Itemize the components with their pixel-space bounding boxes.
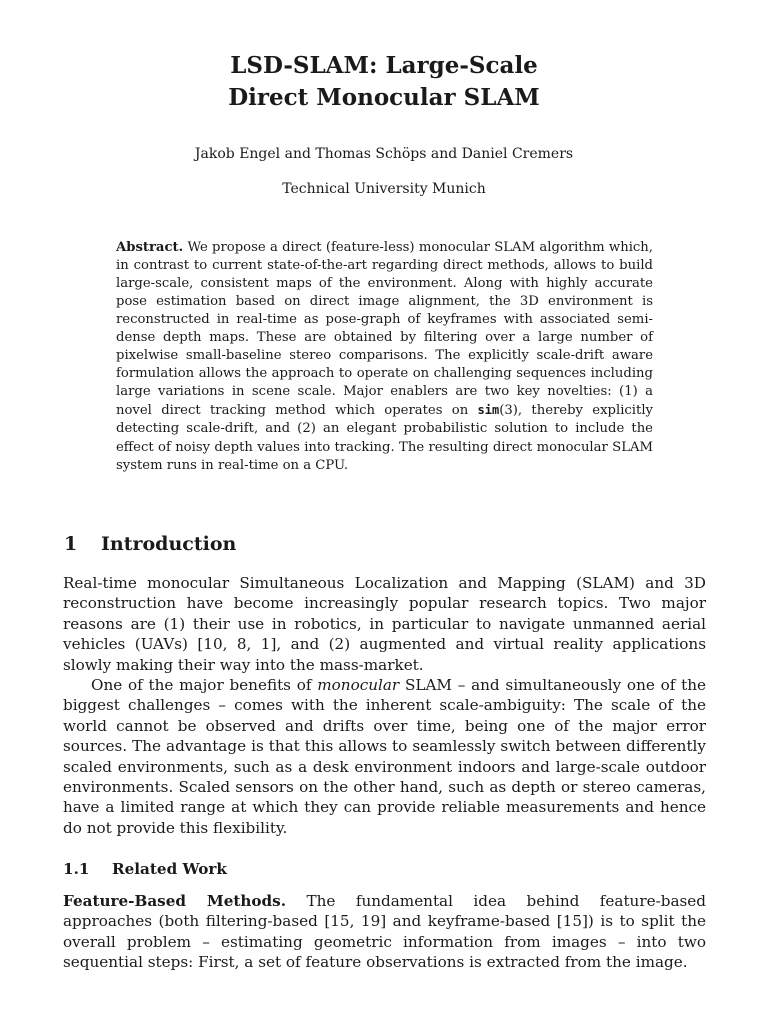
abstract-text-1: We propose a direct (feature-less) monocular SLAM algorithm which, in contrast to current state-of-the-art regarding direct methods, allows to build large-scale, consistent maps of the environment. Along with highly accurate pose estimation based on direct image alignment, the 3D environment is reconstructed in real-time as pose-graph of keyframes with associated semi-dense depth maps. These are obtained by filtering over a large number of pixelwise small-baseline stereo comparisons. The explicitly scale-drift aware formulation allows the approach to operate on challenging sequences including large variations in scene scale. Major enablers are two key novelties: (1) a novel direct tracking method which operates on	[116, 240, 653, 419]
sim-symbol: sim	[477, 403, 500, 418]
introduction-body	[63, 573, 706, 838]
subsection-title: Related Work	[112, 860, 227, 878]
abstract-label: Abstract.	[116, 240, 184, 255]
subsection-heading-related-work	[63, 860, 227, 878]
intro-p2-rest: SLAM – and simultaneously one of the biggest challenges – comes with the inherent scale-ambiguity: The scale of the world cannot be observed and drifts over time, being one of the major error sources. The advantage is that this allows to seamlessly switch between differently scaled environments, such as a desk environment indoors and large-scale outdoor environments. Scaled sensors on the other hand, such as depth or stereo cameras, have a limited range at which they can provide reliable measurements and hence do not provide this flexibility.	[63, 676, 707, 837]
author-list: Jakob Engel and Thomas Schöps and Daniel Cremers	[194, 146, 574, 162]
intro-p2-start: One of the major benefits of	[91, 676, 318, 695]
feature-based-text: The fundamental idea behind feature-based approaches (both filtering-based [15, 19] and keyframe-based [15]) is to split the overall problem – estimating geometric information from images – into two sequential steps: First, a set of feature observations is extracted from the image.	[63, 892, 706, 972]
paragraph-heading: Feature-Based Methods.	[63, 892, 287, 910]
feature-based-paragraph	[63, 891, 706, 973]
intro-paragraph-1: Real-time monocular Simultaneous Localization and Mapping (SLAM) and 3D reconstruction have become increasingly popular research topics. Two major reasons are (1) their use in robotics, in particular to navigate unmanned aerial vehicles (UAVs) [10, 8, 1], and (2) augmented and virtual reality applications slowly making their way into the mass-market.	[63, 574, 706, 674]
section-number: 1	[64, 533, 78, 555]
abstract-text-2: (3), thereby explicitly detecting scale-drift, and (2) an elegant probabilistic solution to include the effect of noisy depth values into tracking. The resulting direct monocular SLAM system runs in real-time on a CPU.	[116, 403, 653, 473]
title-line-2: Direct Monocular SLAM	[228, 84, 540, 111]
intro-paragraph-2	[63, 675, 706, 838]
affiliation: Technical University Munich	[282, 181, 486, 197]
related-work-body	[63, 891, 706, 973]
subsection-number: 1.1	[63, 860, 90, 878]
emphasis-monocular: monocular	[317, 676, 400, 695]
section-heading-introduction	[64, 533, 236, 555]
paper-title	[0, 50, 768, 114]
title-line-1: LSD-SLAM: Large-Scale	[230, 52, 538, 79]
abstract	[116, 239, 653, 475]
section-title: Introduction	[101, 533, 237, 555]
